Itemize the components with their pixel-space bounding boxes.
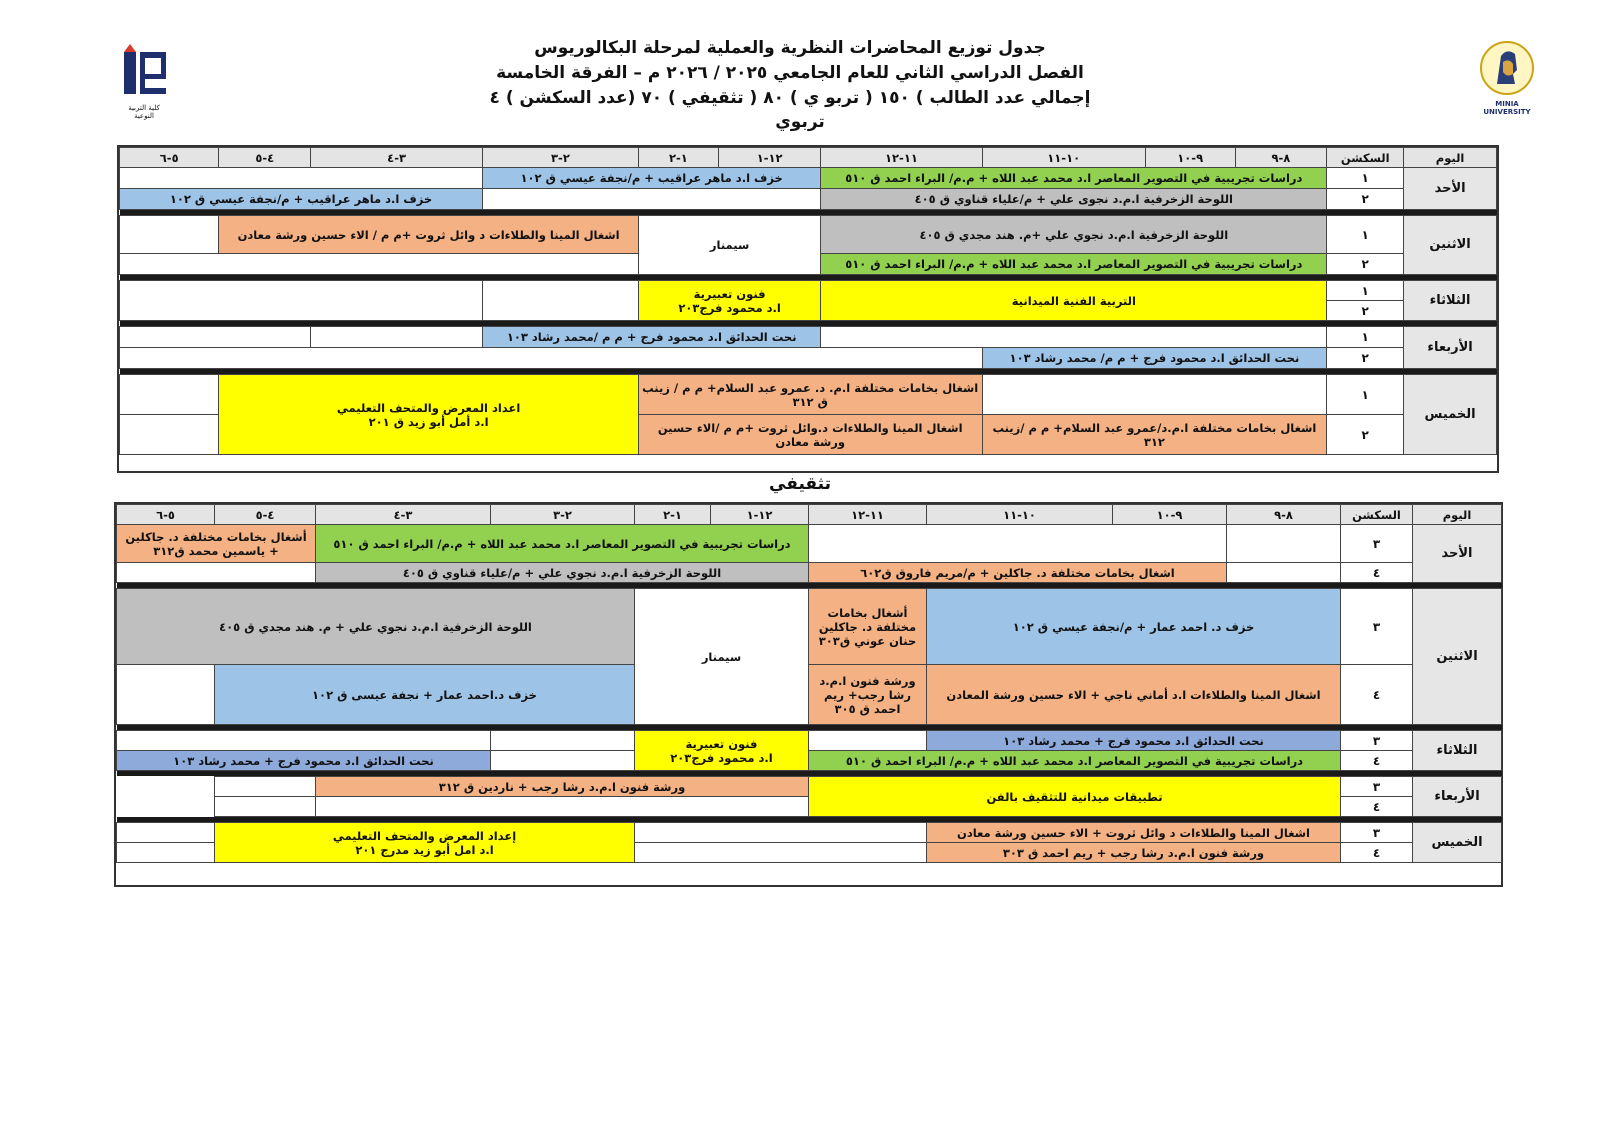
day-cell: الاثنين (1404, 216, 1497, 275)
lecture-teacher: ا.د امل أبو زيد مدرج ٢٠١ (355, 842, 494, 857)
lecture-cell: أشغال بخامات مختلفة د. جاكلين + ياسمين محمد ق٣١٢ (117, 525, 316, 563)
section-cell: ٣ (1341, 589, 1413, 665)
col-time: ٤-٥ (215, 505, 316, 525)
lecture-cell: اشغال بخامات مختلفة د. جاكلين + م/مريم فاروق ق٦٠٢ (809, 563, 1227, 583)
table-row (117, 589, 1502, 665)
faculty-logo (118, 44, 170, 120)
header-row (120, 148, 1497, 168)
lecture-cell: نحت الحدائق ا.د محمود فرج + م م /محمد رشاد ١٠٣ (483, 327, 821, 348)
table-row (120, 375, 1497, 415)
section-cell: ٤ (1341, 751, 1413, 771)
section-cell: ٣ (1341, 731, 1413, 751)
col-time: ٨-٩ (1227, 505, 1341, 525)
day-cell: الثلاثاء (1404, 281, 1497, 321)
col-time: ١-٢ (635, 505, 711, 525)
col-time: ١٠-١١ (982, 148, 1145, 168)
lecture-cell: اشغال المينا والطلاءات ا.د أماني ناجي + الاء حسين ورشة المعادن (927, 665, 1341, 725)
lecture-cell (638, 281, 821, 321)
table-row (120, 281, 1497, 301)
table-row (117, 731, 1502, 751)
lecture-cell: نحت الحدائق ا.د محمود فرج + م م/ محمد رشاد ١٠٣ (982, 348, 1327, 369)
col-time: ١٠-١١ (927, 505, 1113, 525)
table-row (117, 751, 1502, 771)
table-row (120, 327, 1497, 348)
lecture-teacher: ا.د أمل أبو زيد ق ٢٠١ (368, 414, 489, 429)
day-cell: الأربعاء (1413, 777, 1502, 817)
empty-cell (635, 823, 927, 843)
faculty-logo-icon (118, 44, 170, 100)
schedule-table-tathqifi (116, 504, 1502, 863)
lecture-cell: خزف د. احمد عمار + م/نجفة عيسي ق ١٠٢ (927, 589, 1341, 665)
col-time: ٣-٤ (316, 505, 491, 525)
empty-cell (809, 731, 927, 751)
lecture-teacher: ا.د محمود فرج٢٠٣ (678, 300, 781, 315)
table-row (120, 189, 1497, 210)
col-time: ١١-١٢ (821, 148, 982, 168)
seminar-cell: سيمنار (638, 216, 821, 275)
empty-cell (311, 327, 483, 348)
lecture-teacher: ا.د محمود فرج٢٠٣ (670, 750, 773, 765)
title-line-3: إجمالي عدد الطالب ) ١٥٠ ( تربو ي ) ٨٠ ( تثقيفي ) ٧٠ (عدد السكشن ) ٤ (489, 88, 1091, 108)
empty-cell (635, 843, 927, 863)
empty-cell (117, 731, 491, 751)
lecture-cell: اللوحة الزخرفية ا.م.د نجوى علي + م/علياء قناوي ق ٤٠٥ (821, 189, 1327, 210)
lecture-cell: خزف د.احمد عمار + نجفة عيسى ق ١٠٢ (215, 665, 635, 725)
section-cell: ٤ (1341, 563, 1413, 583)
col-time: ٨-٩ (1235, 148, 1327, 168)
lecture-cell (635, 731, 809, 771)
lecture-cell: ورشة فنون ا.م.د رشا رجب + ريم احمد ق ٣٠٣ (927, 843, 1341, 863)
empty-cell (809, 525, 1227, 563)
empty-cell (120, 375, 219, 415)
section-cell: ١ (1327, 327, 1404, 348)
lecture-cell (219, 375, 638, 455)
col-day: اليوم (1404, 148, 1497, 168)
table-row (120, 216, 1497, 254)
lecture-title: فنون تعبيرية (685, 736, 758, 751)
section-cell: ١ (1327, 375, 1404, 415)
lecture-cell: اشغال بخامات مختلفة ا.م. د. عمرو عبد السلام+ م م / زينب ق ٣١٢ (638, 375, 982, 415)
empty-cell (120, 254, 639, 275)
section-cell: ٣ (1341, 823, 1413, 843)
empty-cell (1227, 525, 1341, 563)
lecture-cell: ورشة فنون ا.م.د رشا رجب + ناردين ق ٣١٢ (316, 777, 809, 797)
table-row (120, 348, 1497, 369)
section-cell: ٣ (1341, 525, 1413, 563)
section-cell: ٢ (1327, 348, 1404, 369)
lecture-cell: نحت الحدائق ا.د محمود فرج + محمد رشاد ١٠٣ (927, 731, 1341, 751)
day-cell: الخميس (1413, 823, 1502, 863)
lecture-cell: دراسات تجريبية في التصوير المعاصر ا.د محمد عبد اللاه + م.م/ البراء احمد ق ٥١٠ (821, 168, 1327, 189)
empty-cell (120, 415, 219, 455)
section-cell: ٢ (1327, 415, 1404, 455)
section-cell: ٢ (1327, 189, 1404, 210)
col-time: ١-٢ (638, 148, 718, 168)
lecture-cell: اللوحة الزخرفية ا.م.د نجوي علي +م. هند مجدي ق ٤٠٥ (821, 216, 1327, 254)
empty-cell (215, 797, 316, 817)
col-time: ٤-٥ (219, 148, 311, 168)
empty-cell (117, 563, 316, 583)
day-cell: الأحد (1404, 168, 1497, 210)
section-cell: ٣ (1341, 777, 1413, 797)
title-line-2: الفصل الدراسي الثاني للعام الجامعي ٢٠٢٥ / ٢٠٢٦ م – الفرقة الخامسة (496, 63, 1084, 83)
empty-cell (821, 327, 1327, 348)
title-line-1: جدول توزيع المحاضرات النظرية والعملية لمرحلة البكالوريوس (534, 38, 1046, 58)
section-cell: ٤ (1341, 797, 1413, 817)
lecture-cell: أشغال بخامات مختلفة د. جاكلين حنان عوني ق٣٠٣ (809, 589, 927, 665)
table-row (117, 525, 1502, 563)
empty-cell (491, 731, 635, 751)
col-time: ٩-١٠ (1113, 505, 1227, 525)
col-time: ٥-٦ (120, 148, 219, 168)
faculty-logo-caption: كلية التربية النوعية (128, 104, 160, 120)
section-label-tarbawi: تربوي (775, 112, 825, 132)
day-cell: الثلاثاء (1413, 731, 1502, 771)
col-section: السكشن (1341, 505, 1413, 525)
col-time: ٢-٣ (483, 148, 639, 168)
empty-cell (982, 375, 1327, 415)
empty-cell (120, 168, 483, 189)
header-row (117, 505, 1502, 525)
lecture-cell: اشغال المينا والطلاءات د وائل ثروت +م م / الاء حسين ورشة معادن (219, 216, 638, 254)
day-cell: الأربعاء (1404, 327, 1497, 369)
col-time: ١١-١٢ (809, 505, 927, 525)
empty-cell (120, 327, 311, 348)
lecture-cell (215, 823, 635, 863)
col-time: ٢-٣ (491, 505, 635, 525)
table-row (117, 563, 1502, 583)
empty-cell (215, 777, 316, 797)
empty-cell (120, 281, 483, 321)
lecture-cell: ورشة فنون ا.م.د رشا رجب+ ريم احمد ق ٣٠٥ (809, 665, 927, 725)
empty-cell (1227, 563, 1341, 583)
lecture-cell: خزف ا.د ماهر عراقيب + م/نجفة عيسي ق ١٠٢ (120, 189, 483, 210)
day-cell: الأحد (1413, 525, 1502, 583)
col-time: ١٢-١ (718, 148, 820, 168)
empty-cell (117, 823, 215, 843)
lecture-cell: دراسات تجريبية في التصوير المعاصر ا.د محمد عبد اللاه + م.م/ البراء احمد ق ٥١٠ (809, 751, 1341, 771)
section-cell: ١ (1327, 281, 1404, 301)
day-cell: الخميس (1404, 375, 1497, 455)
empty-cell (120, 216, 219, 254)
lecture-cell: التربية الفنية الميدانية (821, 281, 1327, 321)
empty-cell (117, 665, 215, 725)
col-time: ٩-١٠ (1145, 148, 1235, 168)
day-cell: الاثنين (1413, 589, 1502, 725)
lecture-cell: اللوحة الزخرفية ا.م.د نجوي علي + م. هند مجدي ق ٤٠٥ (117, 589, 635, 665)
lecture-cell: اشغال المينا والطلاءات د.وائل ثروت +م م /الاء حسين ورشة معادن (638, 415, 982, 455)
empty-cell (117, 843, 215, 863)
section-cell: ٤ (1341, 843, 1413, 863)
section-cell: ٤ (1341, 665, 1413, 725)
col-section: السكشن (1327, 148, 1404, 168)
table-row (117, 665, 1502, 725)
col-day: اليوم (1413, 505, 1502, 525)
lecture-title: إعداد المعرض والمتحف التعليمي (332, 828, 517, 843)
lecture-cell: اللوحة الزخرفية ا.م.د نجوي علي + م/علياء قناوي ق ٤٠٥ (316, 563, 809, 583)
lecture-cell: خزف ا.د ماهر عراقيب + م/نجفة عيسي ق ١٠٢ (483, 168, 821, 189)
lecture-cell: اشغال المينا والطلاءات د وائل ثروت + الاء حسين ورشة معادن (927, 823, 1341, 843)
lecture-title: اعداد المعرض والمتحف التعليمي (336, 400, 521, 415)
lecture-cell: دراسات تجريبية في التصوير المعاصر ا.د محمد عبد اللاه + م.م/ البراء احمد ق ٥١٠ (821, 254, 1327, 275)
section-cell: ٢ (1327, 254, 1404, 275)
lecture-title: فنون تعبيرية (693, 286, 766, 301)
section-label-tathqifi: تثقيفي (769, 474, 831, 494)
col-time: ٣-٤ (311, 148, 483, 168)
section-cell: ١ (1327, 168, 1404, 189)
empty-cell (491, 751, 635, 771)
lecture-cell: دراسات تجريبية في التصوير المعاصر ا.د محمد عبد اللاه + م.م/ البراء احمد ق ٥١٠ (316, 525, 809, 563)
empty-cell (120, 348, 983, 369)
col-time: ٥-٦ (117, 505, 215, 525)
university-logo-caption: MINIA UNIVERSITY (1483, 100, 1531, 116)
schedule-table-tarbawi (119, 147, 1497, 455)
seminar-cell: سيمنار (635, 589, 809, 725)
empty-cell (316, 797, 809, 817)
lecture-cell: تطبيقات ميدانية للتثقيف بالفن (809, 777, 1341, 817)
empty-cell (483, 189, 821, 210)
section-cell: ٢ (1327, 301, 1404, 321)
lecture-cell: نحت الحدائق ا.د محمود فرج + محمد رشاد ١٠٣ (117, 751, 491, 771)
university-logo (1476, 40, 1538, 116)
col-time: ١٢-١ (711, 505, 809, 525)
lecture-cell: اشغال بخامات مختلفة ا.م.د/عمرو عبد السلام+ م م /زينب ٣١٢ (982, 415, 1327, 455)
table-row (120, 168, 1497, 189)
nefertiti-logo-icon (1479, 40, 1535, 96)
empty-cell (483, 281, 639, 321)
section-cell: ١ (1327, 216, 1404, 254)
table-row (117, 823, 1502, 843)
table-row (117, 777, 1502, 797)
